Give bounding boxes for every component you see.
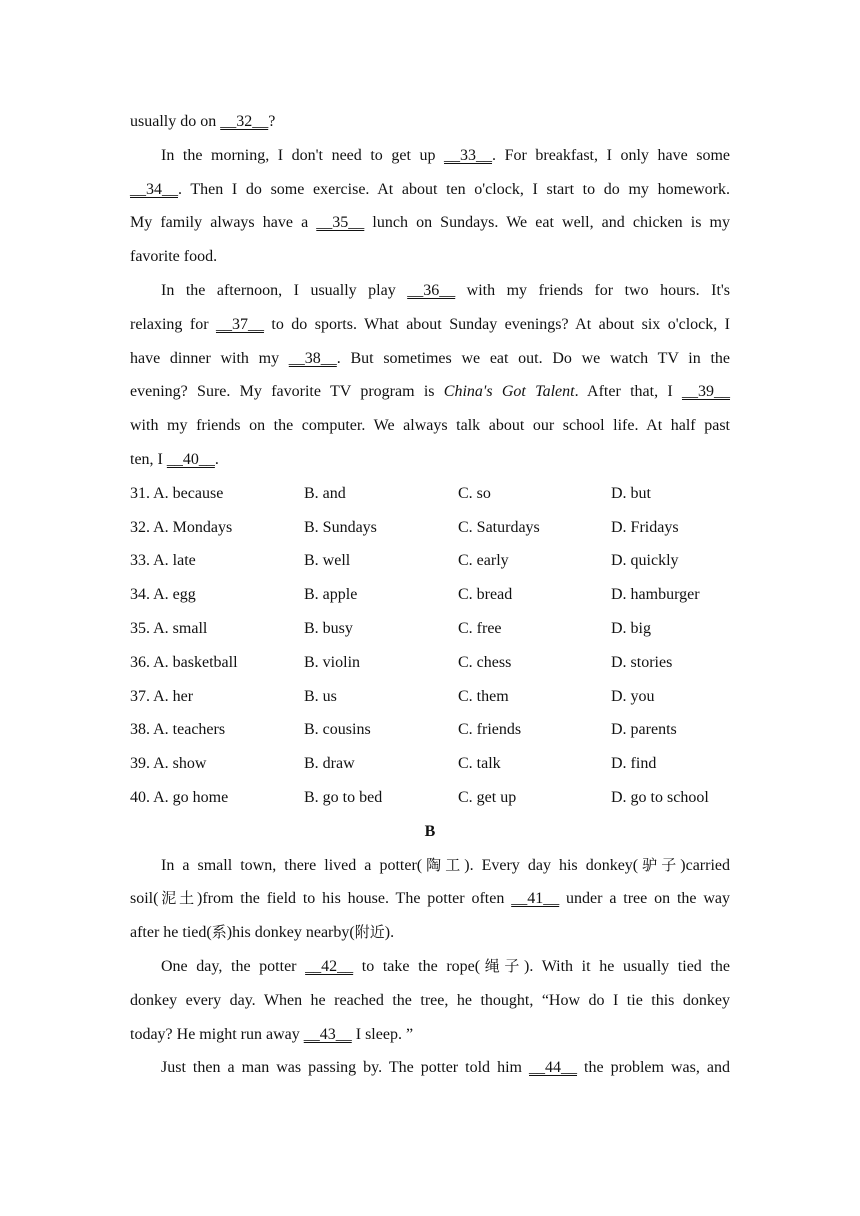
blank-32: __32__	[220, 113, 269, 130]
text: today? He might run away	[130, 1025, 304, 1043]
option-b: B. apple	[304, 586, 358, 604]
text: usually do on	[130, 113, 221, 130]
option-c: C. free	[458, 619, 502, 637]
option-c: C. so	[458, 484, 491, 502]
option-c: C. get up	[458, 788, 517, 806]
option-row-40	[130, 781, 730, 815]
text: evening? Sure. My favorite TV program is	[130, 383, 444, 401]
option-d: D. find	[611, 755, 657, 773]
text: to take the rope(	[353, 957, 481, 975]
text: My family always have a	[130, 214, 317, 232]
option-a: 38. A. teachers	[130, 721, 226, 739]
option-d: D. hamburger	[611, 586, 700, 604]
option-a: 39. A. show	[130, 755, 207, 773]
text: . After that, I	[574, 383, 682, 401]
option-d: D. Fridays	[611, 518, 679, 536]
option-a: 37. A. her	[130, 687, 194, 705]
option-b: B. cousins	[304, 721, 371, 739]
passage-a-line-6	[130, 274, 730, 308]
text: I sleep. ”	[351, 1025, 414, 1043]
option-d: D. stories	[611, 653, 673, 671]
text: lunch on Sundays. We eat well, and chicken is my	[364, 214, 730, 232]
blank-43: __43__	[303, 1025, 352, 1043]
section-b-heading: B	[424, 822, 436, 840]
option-b: B. violin	[304, 653, 361, 671]
option-a: 31. A. because	[130, 484, 224, 502]
option-c: C. friends	[458, 721, 522, 739]
option-d: D. but	[611, 484, 651, 502]
text: ). Every day his donkey(	[464, 856, 639, 874]
option-b: B. draw	[304, 755, 355, 773]
option-a: 34. A. egg	[130, 586, 196, 604]
option-b: B. well	[304, 552, 351, 570]
text: In a small town, there lived a potter(	[161, 856, 423, 874]
option-row-34	[130, 578, 730, 612]
text: relaxing for	[130, 315, 216, 333]
gloss: 泥土	[158, 889, 198, 908]
text: under a tree on the way	[559, 890, 730, 908]
blank-33: __33__	[444, 146, 493, 164]
text: donkey every day. When he reached the tree, he thought, “How do I tie this donkey	[130, 991, 730, 1009]
section-b-line-2	[130, 882, 730, 916]
option-row-38	[130, 713, 730, 747]
option-c: C. early	[458, 552, 509, 570]
section-b-line-6	[130, 1018, 730, 1052]
text: after he tied(	[130, 924, 212, 942]
gloss: 系	[211, 923, 227, 942]
blank-44: __44__	[529, 1059, 578, 1077]
option-b: B. go to bed	[304, 788, 383, 806]
blank-35: __35__	[316, 214, 365, 232]
passage-a-line-7	[130, 308, 730, 342]
passage-a-line-4	[130, 206, 730, 240]
option-row-33	[130, 544, 730, 578]
blank-39: __39__	[682, 383, 730, 401]
gloss: 附近	[354, 923, 385, 942]
text: .	[214, 450, 219, 468]
option-row-39	[130, 747, 730, 781]
blank-41: __41__	[511, 890, 560, 908]
option-c: C. chess	[458, 653, 512, 671]
option-d: D. quickly	[611, 552, 679, 570]
option-c: C. them	[458, 687, 509, 705]
gloss: 陶工	[422, 855, 465, 874]
text: . Then I do some exercise. At about ten o'clock, I start to do my homework.	[178, 180, 730, 198]
option-d: D. you	[611, 687, 655, 705]
option-row-32	[130, 511, 730, 545]
worksheet-content	[130, 105, 730, 1085]
option-d: D. go to school	[611, 788, 709, 806]
text: the problem was, and	[577, 1059, 731, 1077]
blank-34: __34__	[130, 180, 178, 198]
passage-a-line-1	[130, 105, 730, 139]
text: ?	[268, 113, 276, 130]
tv-program-title: China's Got Talent	[443, 383, 575, 401]
text: )carried	[680, 856, 730, 874]
text: . For breakfast, I only have some	[492, 146, 730, 164]
gloss: 绳子	[480, 956, 525, 975]
text: favorite food.	[130, 248, 218, 266]
text: soil(	[130, 890, 159, 908]
option-row-36	[130, 646, 730, 680]
text: ). With it he usually tied the	[524, 957, 730, 975]
text: Just then a man was passing by. The potter told him	[161, 1059, 530, 1077]
blank-37: __37__	[215, 315, 264, 333]
blank-40: __40__	[166, 450, 215, 468]
option-b: B. Sundays	[304, 518, 377, 536]
text: have dinner with my	[130, 349, 289, 367]
option-d: D. big	[611, 619, 651, 637]
text: with my friends for two hours. It's	[455, 281, 730, 299]
option-b: B. and	[304, 484, 346, 502]
option-a: 35. A. small	[130, 619, 208, 637]
option-a: 36. A. basketball	[130, 653, 238, 671]
blank-36: __36__	[407, 281, 456, 299]
text: to do sports. What about Sunday evenings? At about six o'clock, I	[263, 315, 731, 333]
option-row-31	[130, 477, 730, 511]
text: In the morning, I don't need to get up	[161, 146, 445, 164]
blank-42: __42__	[305, 957, 354, 975]
option-a: 32. A. Mondays	[130, 518, 233, 536]
passage-a-line-9	[130, 375, 730, 409]
text: One day, the potter	[161, 957, 306, 975]
section-b-line-7	[130, 1051, 730, 1085]
text: with my friends on the computer. We always talk about our school life. At half past	[130, 417, 730, 435]
option-c: C. Saturdays	[458, 518, 540, 536]
text: . But sometimes we eat out. Do we watch TV in the	[336, 349, 731, 367]
text: In the afternoon, I usually play	[161, 281, 408, 299]
passage-a-line-3	[130, 173, 730, 207]
section-b-line-4	[130, 950, 730, 984]
text: )his donkey nearby(	[226, 924, 355, 942]
option-c: C. talk	[458, 755, 501, 773]
option-b: B. busy	[304, 619, 353, 637]
text: ).	[384, 924, 395, 942]
passage-a-line-10	[130, 409, 730, 443]
gloss: 驴子	[638, 855, 681, 874]
passage-a-line-2	[130, 139, 730, 173]
option-a: 33. A. late	[130, 552, 196, 570]
section-b-line-1	[130, 849, 730, 883]
option-c: C. bread	[458, 586, 513, 604]
blank-38: __38__	[288, 349, 337, 367]
option-d: D. parents	[611, 721, 677, 739]
passage-a-line-8	[130, 342, 730, 376]
passage-a-line-11	[130, 443, 730, 477]
option-row-35	[130, 612, 730, 646]
section-b-line-3	[130, 916, 730, 950]
text: ten, I	[130, 450, 167, 468]
section-b-line-5	[130, 984, 730, 1018]
option-a: 40. A. go home	[130, 788, 229, 806]
text: )from the field to his house. The potter often	[197, 890, 512, 908]
option-b: B. us	[304, 687, 337, 705]
passage-a-line-5	[130, 240, 730, 274]
options-table	[130, 477, 730, 815]
option-row-37	[130, 680, 730, 714]
